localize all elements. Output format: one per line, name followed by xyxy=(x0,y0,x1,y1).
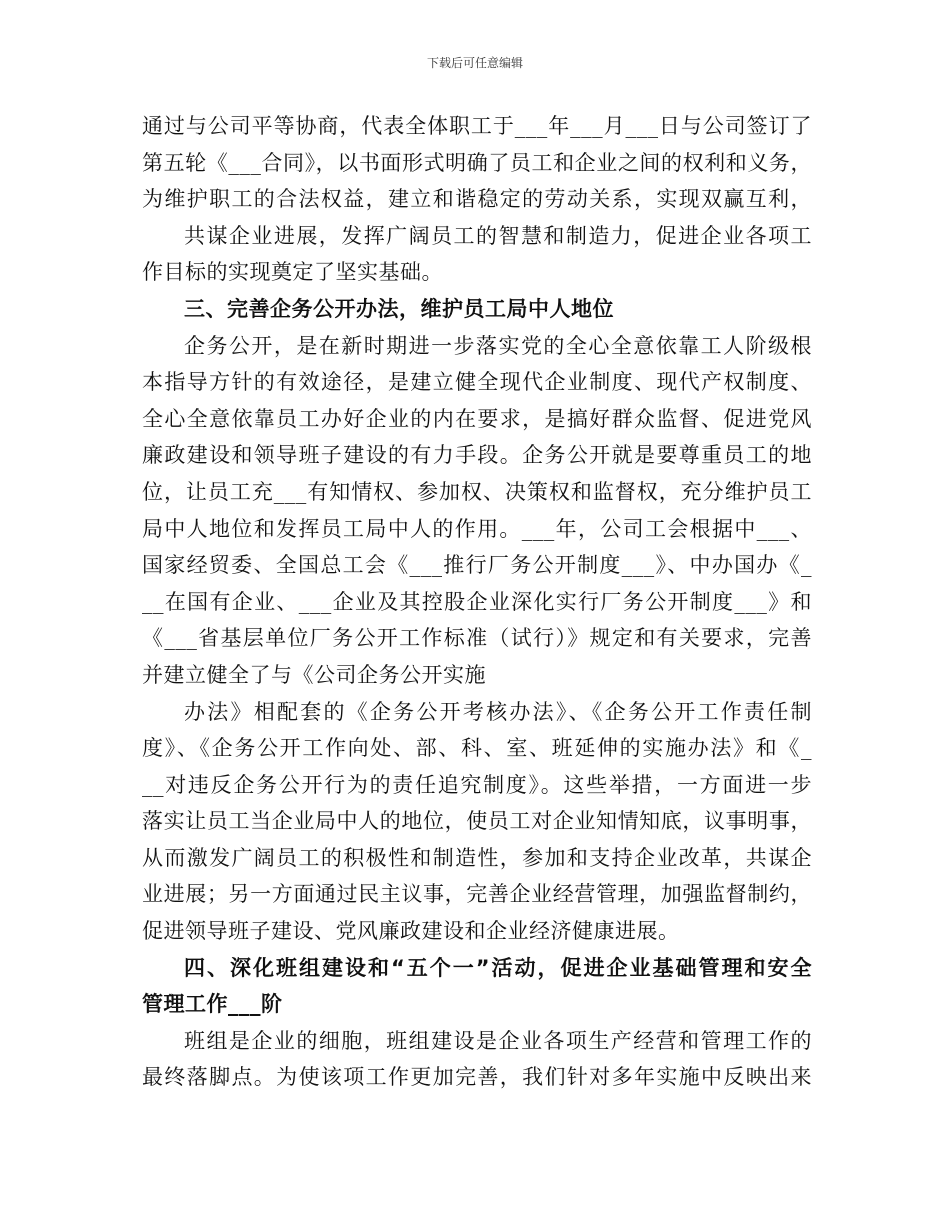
section-heading: 四、深化班组建设和“五个一”活动，促进企业基础管理和安全 xyxy=(184,955,812,980)
paragraph-line: 共谋企业进展，发挥广阔员工的智慧和制造力，促进企业各项工 xyxy=(184,223,812,248)
paragraph-line: 位，让员工充___有知情权、参加权、决策权和监督权，充分维护员工 xyxy=(142,479,812,504)
paragraph-line: 《___省基层单位厂务公开工作标准（试行）》规定和有关要求，完善 xyxy=(142,626,812,651)
paragraph-line: 业进展；另一方面通过民主议事，完善企业经营管理，加强监督制约， xyxy=(142,882,812,907)
paragraph-line: 最终落脚点。为使该项工作更加完善，我们针对多年实施中反映出来 xyxy=(142,1065,812,1090)
page-header: 下载后可任意编辑 xyxy=(426,56,523,70)
paragraph-line: 第五轮《___合同》，以书面形式明确了员工和企业之间的权利和义务， xyxy=(142,150,812,175)
paragraph-line: 为维护职工的合法权益，建立和谐稳定的劳动关系，实现双赢互利， xyxy=(142,187,812,212)
paragraph-line: 国家经贸委、全国总工会《___推行厂务公开制度___》、中办国办《_ xyxy=(142,553,812,578)
section-heading: 三、完善企务公开办法，维护员工局中人地位 xyxy=(184,296,614,321)
paragraph-line: 作目标的实现奠定了坚实基础。 xyxy=(142,260,443,285)
document-body xyxy=(142,108,812,1096)
paragraph-line: 办法》相配套的《企务公开考核办法》、《企务公开工作责任制 xyxy=(184,699,812,724)
paragraph-line: 企务公开，是在新时期进一步落实党的全心全意依靠工人阶级根 xyxy=(184,333,812,358)
paragraph-line: 并建立健全了与《公司企务公开实施 xyxy=(142,662,486,687)
paragraph-line: 全心全意依靠员工办好企业的内在要求，是搞好群众监督、促进党风 xyxy=(142,406,812,431)
paragraph-line: 廉政建设和领导班子建设的有力手段。企务公开就是要尊重员工的地 xyxy=(142,443,812,468)
paragraph-line: 从而激发广阔员工的积极性和制造性，参加和支持企业改革，共谋企 xyxy=(142,845,812,870)
paragraph-line: __对违反企务公开行为的责任追究制度》。这些举措，一方面进一步 xyxy=(142,772,812,797)
paragraph-line: 促进领导班子建设、党风廉政建设和企业经济健康进展。 xyxy=(142,919,680,944)
section-heading: 管理工作___阶 xyxy=(142,992,283,1017)
paragraph-line: 班组是企业的细胞，班组建设是企业各项生产经营和管理工作的 xyxy=(184,1028,812,1053)
paragraph-line: 局中人地位和发挥员工局中人的作用。___年，公司工会根据中___、 xyxy=(142,516,812,541)
paragraph-line: 落实让员工当企业局中人的地位，使员工对企业知情知底，议事明事， xyxy=(142,809,812,834)
paragraph-line: 度》、《企务公开工作向处、部、科、室、班延伸的实施办法》和《_ xyxy=(142,736,812,761)
paragraph-line: __在国有企业、___企业及其控股企业深化实行厂务公开制度___》和 xyxy=(142,589,812,614)
paragraph-line: 通过与公司平等协商，代表全体职工于___年___月___日与公司签订了 xyxy=(142,114,812,138)
paragraph-line: 本指导方针的有效途径，是建立健全现代企业制度、现代产权制度、 xyxy=(142,370,812,395)
